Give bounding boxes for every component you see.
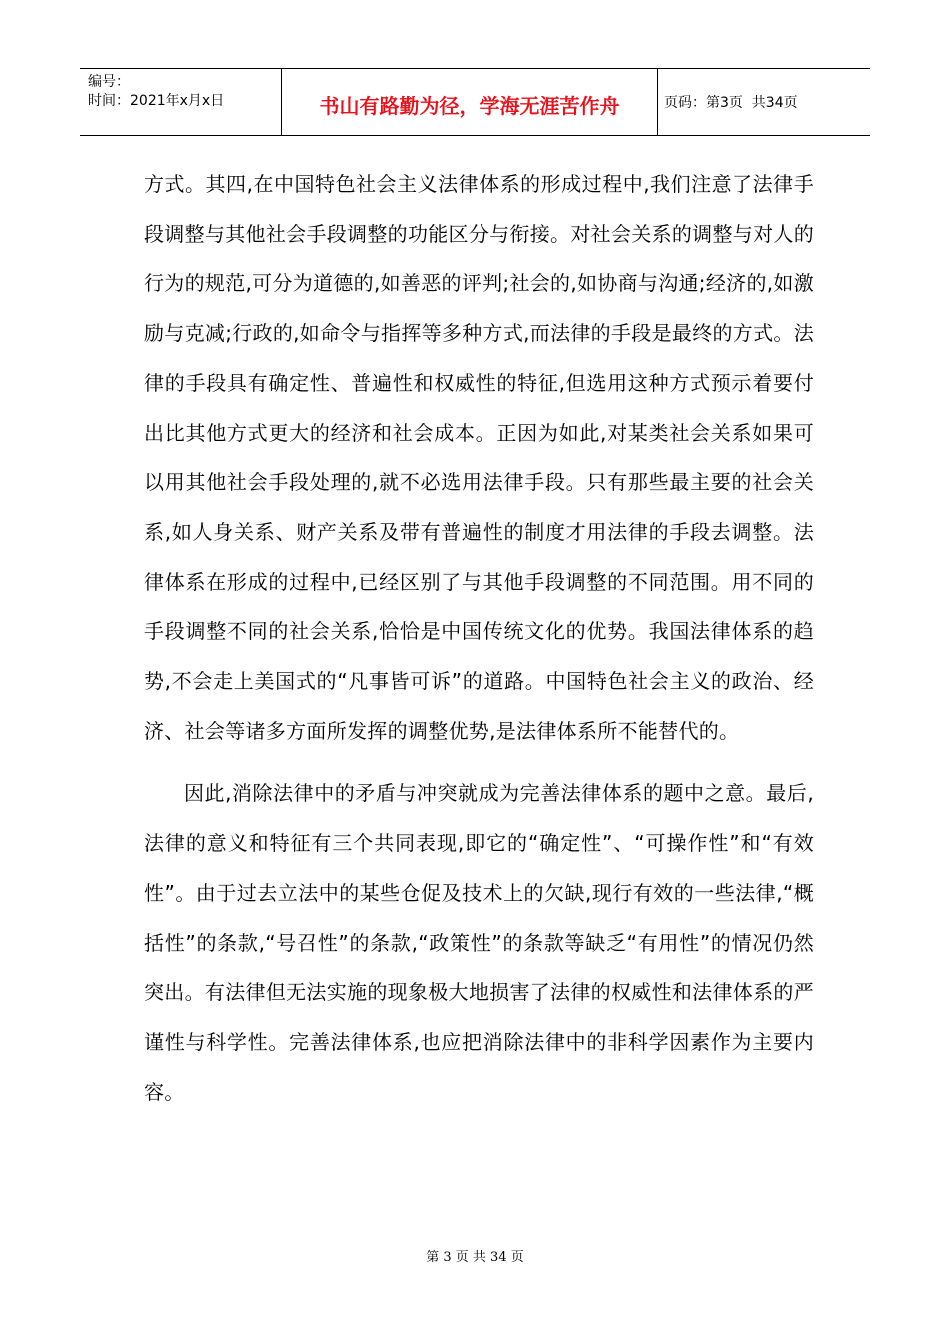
time-label: 时间：2021年x月x日 bbox=[88, 93, 225, 109]
document-header bbox=[80, 68, 870, 136]
body-paragraph-1: 方式。其四,在中国特色社会主义法律体系的形成过程中,我们注意了法律手段调整与其他社会手段调整的功能区分与衔接。对社会关系的调整与对人的行为的规范,可分为道德的,如善恶的评判;社会的,如协商与沟通;经济的,如激励与克减;行政的,如命令与指挥等多种方式,而法律的手段是最终的方式。法律的手段具有确定性、普遍性和权威性的特征,但选用这种方式预示着要付出比其他方式更大的经济和社会成本。正因为如此,对某类社会关系如果可以用其他社会手段处理的,就不必选用法律手段。只有那些最主要的社会关系,如人身关系、财产关系及带有普遍性的制度才用法律的手段去调整。法律体系在形成的过程中,已经区别了与其他手段调整的不同范围。用不同的手段调整不同的社会关系,恰恰是中国传统文化的优势。我国法律体系的趋势,不会走上美国式的“凡事皆可诉”的道路。中国特色社会主义的政治、经济、社会等诸多方面所发挥的调整优势,是法律体系所不能替代的。 bbox=[144, 172, 815, 743]
page-info-text: 页码：第3页 共34页 bbox=[664, 95, 798, 111]
number-label: 编号： bbox=[88, 74, 130, 90]
header-meta bbox=[80, 69, 282, 135]
document-body bbox=[144, 160, 814, 1117]
body-paragraph-2: 因此,消除法律中的矛盾与冲突就成为完善法律体系的题中之意。最后,法律的意义和特征有三个共同表现,即它的“确定性”、“可操作性”和“有效性”。由于过去立法中的某些仓促及技术上的欠缺,现行有效的一些法律,“概括性”的条款,“号召性”的条款,“政策性”的条款等缺乏“有用性”的情况仍然突出。有法律但无法实施的现象极大地损害了法律的权威性和法律体系的严谨性与科学性。完善法律体系,也应把消除法律中的非科学因素作为主要内容。 bbox=[144, 781, 814, 1104]
header-page-info bbox=[658, 69, 870, 135]
header-motto: 书山有路勤为径，学海无涯苦作舟 bbox=[282, 69, 658, 135]
footer-page-number: 第 3 页 共 34 页 bbox=[426, 1250, 524, 1265]
page-footer bbox=[0, 1246, 950, 1265]
